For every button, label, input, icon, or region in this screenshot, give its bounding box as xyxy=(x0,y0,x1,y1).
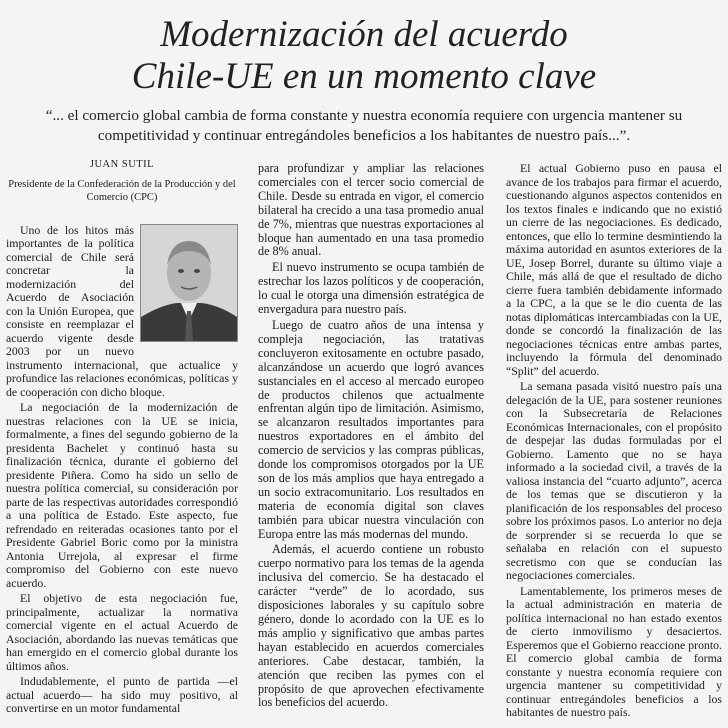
author-role: Presidente de la Confederación de la Producción y del Comercio (CPC) xyxy=(8,178,236,203)
author-photo xyxy=(140,224,238,342)
paragraph: El objetivo de esta negociación fue, principalmente, actualizar la normativa comercial vigente en el actual Acuerdo de Asociación, abordando las nuevas temáticas que han emergido en el comercio global durante los últimos años. xyxy=(6,591,238,673)
column-2 xyxy=(258,162,484,712)
paragraph: El nuevo instrumento se ocupa también de estrechar los lazos políticos y de cooperación, lo cual le otorga una dimensión estratégica de envergadura para nuestro país. xyxy=(258,260,484,317)
author-name: JUAN SUTIL xyxy=(89,159,155,170)
column-1 xyxy=(6,158,238,718)
paragraph: Luego de cuatro años de una intensa y compleja negociación, las tratativas concluyeron exitosamente en octubre pasado, alcanzándose un acuerdo que logró avances sustanciales en el acceso al mercado europeo de productos chilenos que actualmente enfrentan algún tipo de limitación. Asimismo, se alcanzaron resultados importantes para nuestros exportadores en el ámbito del comercio de servicios y las compras públicas, donde los compromisos otorgados por la UE son de los más amplios que haya entregado a un socio extracomunitario. Los resultados en materia de economía digital son claves también para ubicar nuestra vinculación con Europa entre las más modernas del mundo. xyxy=(258,317,484,541)
headline-line-2: Chile-UE en un momento clave xyxy=(131,56,597,97)
pull-quote: “... el comercio global cambia de forma constante y nuestra economía requiere con urgencia mantener su competitividad y continuar entregándoles beneficios a los habitantes de nuestro país...”. xyxy=(45,107,683,144)
headline-line-1: Modernización del acuerdo xyxy=(160,14,568,55)
paragraph: para profundizar y ampliar las relaciones comerciales con el tercer socio comercial de Chile. Desde su entrada en vigor, el comercio bilateral ha crecido a una tasa promedio anual de 7%, mientras que nuestras exportaciones al bloque han aumentado en una tasa promedio de 8% anual. xyxy=(258,161,484,259)
paragraph: Además, el acuerdo contiene un robusto cuerpo normativo para los temas de la agenda inclusiva del comercio. Se ha destacado el carácter “verde” de lo acordado, sus disposiciones laborales y su capítulo sobre género, donde lo acordado con la UE es lo más amplio y significativo que ambas partes hayan establecido en acuerdos comerciales anteriores. Cabe destacar, también, la atención que reciben las pymes con el propósito de que aprovechen efectivamente los beneficios del acuerdo. xyxy=(258,542,484,710)
column-3 xyxy=(506,162,722,722)
paragraph: La semana pasada visitó nuestro país una delegación de la UE, para sostener reuniones con la Subsecretaría de Relaciones Económicas Internacionales, con el propósito de despejar las dudas formuladas por el Gobierno. Lamento que no se haya informado a la sociedad civil, a través de la valiosa instancia del “cuarto adjunto”, acerca de los temas que se discutieron y la planificación de los responsables del proceso sobre los próximos pasos. Lo anterior no deja de sorprender si se recuerda lo que se señalaba en relación con el supuesto secretismo con que se conducían las negociaciones comerciales. xyxy=(506,379,722,582)
paragraph: La negociación de la modernización de nuestras relaciones con la UE se inicia, formalmente, a fines del segundo gobierno de la presidenta Bachelet y continuó hasta su finalización técnica, durante el gobierno del presidente Piñera. Como ha sido un sello de nuestra política comercial, su consideración por parte de las respectivas autoridades correspondió a una política de Estado. Este aspecto, fue refrendado en reiteradas ocasiones tanto por el Presidente Gabriel Boric como por la ministra Antonia Urrejola, al expresar el firme compromiso del Gobierno con este nuevo acuerdo. xyxy=(6,400,238,590)
paragraph: Indudablemente, el punto de partida —el actual acuerdo— ha sido muy positivo, al convertirse en un motor fundamental xyxy=(6,674,238,715)
paragraph: Uno de los hitos más importantes de la política comercial de Chile será concretar la modernización del Acuerdo de Asociación con la Unión Europea, que consiste en reemplazar el acuerdo vigente desde 2003 por un nuevo instrumento internacional, que actualice y profundice las relaciones económicas, políticas y de cooperación con dicho bloque. xyxy=(6,222,238,399)
headline xyxy=(0,14,728,98)
paragraph: El actual Gobierno puso en pausa el avance de los trabajos para firmar el acuerdo, cuestionando algunos aspectos contenidos en los textos finales e indicando que no existió un cierre de las negociaciones. Es dedicado, entonces, que ello lo termine desmintiendo la máxima autoridad en asuntos exteriores de la UE, Josep Borrel, durante su último viaje a Chile, más allá de que el resultado de dicho cierre fuera también debidamente informado a la CPC, a la que se le dio cuenta de las notas diplomáticas intercambiadas con la UE, donde se concordó la finalización de las negociaciones técnicas entre ambas partes, incluyendo la fórmula del denominado “Split” del acuerdo. xyxy=(506,161,722,378)
paragraph: Lamentablemente, los primeros meses de la actual administración en materia de política internacional no han estado exentos de cierto inmovilismo y desaciertos. Esperemos que el Gobierno reaccione pronto. El comercio global cambia de forma constante y nuestra economía requiere con urgencia mantener su competitividad y continuar entregándoles beneficios a los habitantes de nuestro país. xyxy=(506,583,722,719)
